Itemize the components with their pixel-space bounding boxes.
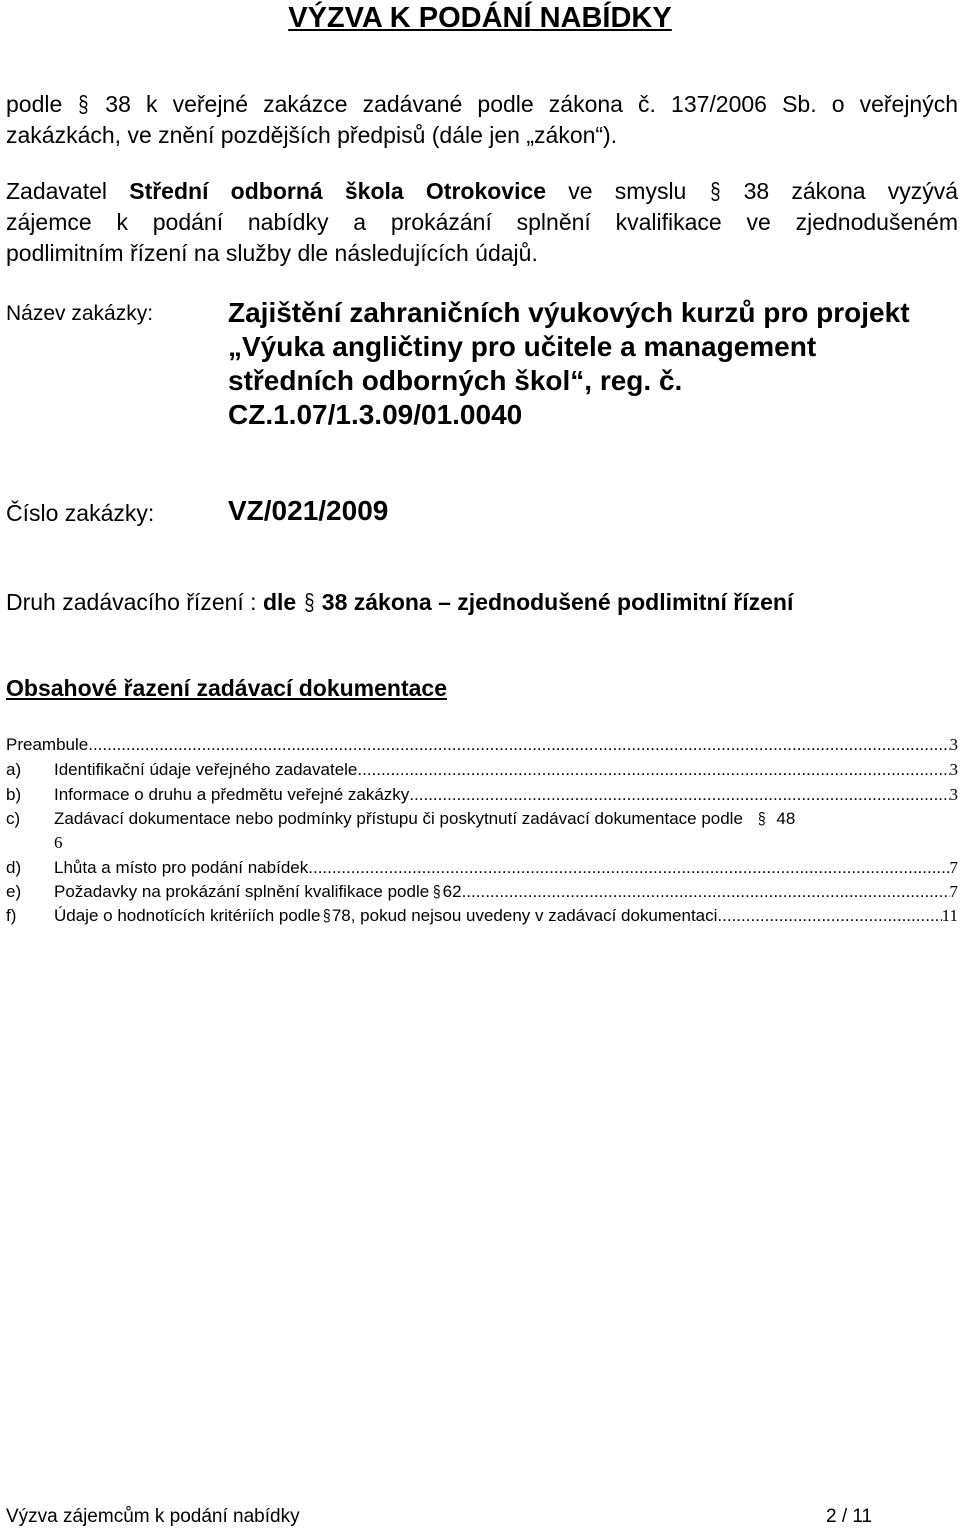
section-sign-icon: § [78,91,89,117]
toc-item[interactable] [6,758,958,782]
toc-item-page: 3 [949,760,958,779]
sponsor-text: 38 zákona vyzývá [743,178,959,204]
section-sign-icon: § [322,906,331,925]
toc-item-page: 7 [949,858,958,877]
toc-item-text: Preambule [6,735,89,754]
contract-number-value: VZ/021/2009 [228,495,389,526]
toc-item-text: Identifikační údaje veřejného zadavatele [54,760,358,779]
toc-leader [88,733,949,757]
toc-item[interactable] [6,904,958,928]
toc-item-page: 7 [949,882,958,901]
section-sign-icon: § [757,809,766,828]
contract-name-label: Název zakázky: [6,302,154,325]
toc-leader [357,758,949,782]
contract-name-line: „Výuka angličtiny pro učitele a management [228,331,817,362]
toc-item-tail: 78, pokud nejsou uvedeny v zadávací dokumentaci [331,906,718,925]
toc-heading: Obsahové řazení zadávací dokumentace [6,675,448,701]
contract-name-line: Zajištění zahraničních výukových kurzů pro projekt [228,297,910,328]
toc-leader [717,904,941,928]
toc-item[interactable] [6,856,958,880]
toc-item-letter: d) [6,858,22,877]
toc-leader [409,783,949,807]
toc-item[interactable] [6,807,958,831]
toc-item[interactable] [6,733,958,757]
intro-text: podle [6,91,63,117]
procedure-line [6,585,793,619]
toc-item-page: 3 [949,785,958,804]
sponsor-text: Zadavatel [6,178,108,204]
toc-item-text: Zadávací dokumentace nebo podmínky přístupu či poskytnutí zadávací dokumentace podle [54,809,743,828]
toc-item[interactable] [6,880,958,904]
intro-paragraph [6,89,958,151]
procedure-text: dle [262,589,297,615]
intro-line-2: zakázkách, ve znění pozdějších předpisů (dále jen „zákon“). [6,122,618,148]
contract-name-value [228,296,956,432]
sponsor-line-3: podlimitním řízení na služby dle následujících údajů. [6,240,538,266]
sponsor-line-1 [6,176,958,207]
toc-item-letter: b) [6,785,22,804]
sponsor-paragraph [6,176,958,269]
toc-item-text: Údaje o hodnotících kritériích podle [54,906,321,925]
intro-line-1 [6,89,958,120]
contract-number-label: Číslo zakázky: [6,500,155,526]
toc-leader [308,856,949,880]
toc-item-letter: c) [6,809,21,828]
intro-text: 38 k veřejné zakázce zadávané podle zákona č. 137/2006 Sb. o veřejných [105,91,959,117]
sponsor-text: ve smyslu [568,178,687,204]
toc-item-letter: f) [6,906,17,925]
section-sign-icon: § [709,178,721,204]
section-sign-icon: § [303,589,315,615]
footer-title: Výzva zájemcům k podání nabídky [6,1506,300,1527]
section-sign-icon: § [432,882,441,901]
toc-item-page: 3 [949,735,958,754]
contract-name-line: CZ.1.07/1.3.09/01.0040 [228,399,523,430]
contract-name-line: středních odborných škol“, reg. č. [228,365,683,396]
procedure-label: Druh zadávacího řízení : [6,589,257,615]
toc-leader [462,880,950,904]
procedure-text: 38 zákona – zjednodušené podlimitní řízení [321,589,794,615]
toc-item-text: Informace o druhu a předmětu veřejné zakázky [54,785,410,804]
footer-page-number: 2 / 11 [826,1506,873,1527]
toc-item[interactable] [6,783,958,807]
toc-item-tail: 48 [776,809,796,828]
toc-item-text: Požadavky na prokázání splnění kvalifikace podle [54,882,430,901]
toc-item-letter: e) [6,882,22,901]
toc-item-letter: a) [6,760,22,779]
sponsor-name: Střední odborná škola Otrokovice [129,178,547,204]
toc-item-tail: 62 [442,882,462,901]
toc-item-page: 11 [941,906,958,925]
document-title: VÝZVA K PODÁNÍ NABÍDKY [288,2,672,34]
sponsor-line-2: zájemce k podání nabídky a prokázání splnění kvalifikace ve zjednodušeném [6,209,958,235]
toc-item-text: Lhůta a místo pro podání nabídek [54,858,309,877]
toc-item-page: 6 [54,833,63,852]
